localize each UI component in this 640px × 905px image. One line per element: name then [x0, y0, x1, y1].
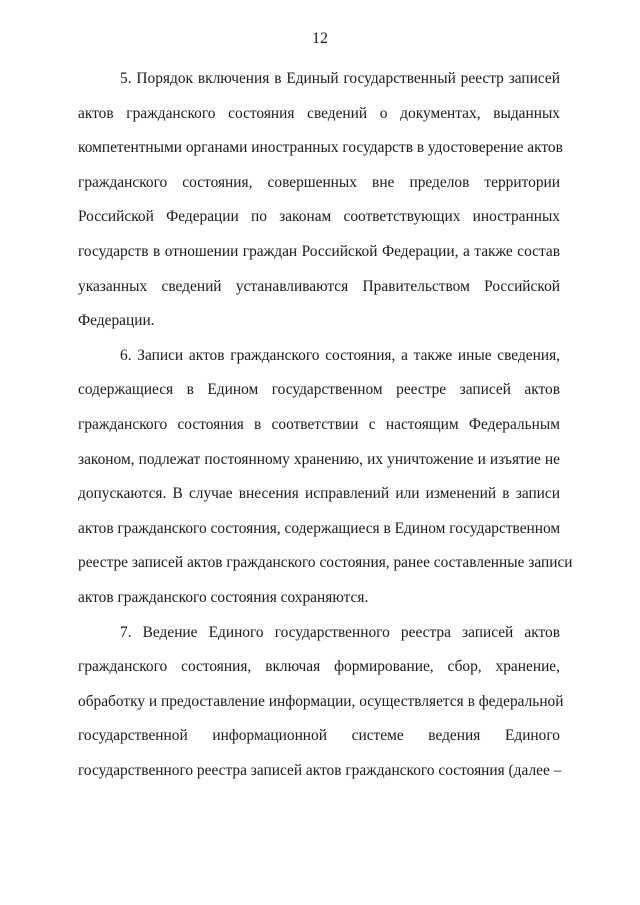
text-line: гражданского состояния, включая формирование, сбор, хранение, [78, 658, 560, 676]
text-line: актов гражданского состояния сохраняются. [78, 588, 369, 606]
text-line: гражданского состояния в соответствии с настоящим Федеральным [78, 415, 560, 433]
text-line: актов гражданского состояния, содержащиеся в Едином государственном [78, 519, 561, 537]
text-line: актов гражданского состояния сведений о документах, выданных [78, 104, 560, 122]
text-line: Российской Федерации по законам соответствующих иностранных [78, 208, 560, 226]
text-line: 5. Порядок включения в Единый государственный реестр записей [120, 70, 560, 87]
text-line: содержащиеся в Едином государственном реестре записей актов [78, 381, 560, 399]
paragraph-6 [78, 339, 573, 616]
text-line: 7. Ведение Единого государственного реестра записей актов [120, 623, 560, 641]
text-line: гражданского состояния, совершенных вне пределов территории [78, 173, 560, 191]
document-body [78, 62, 573, 788]
text-line: законом, подлежат постоянному хранению, их уничтожение и изъятие не [78, 450, 560, 468]
text-line: обработку и предоставление информации, осуществляется в федеральной [78, 692, 564, 710]
text-line: допускаются. В случае внесения исправлений или изменений в записи [78, 485, 560, 503]
text-line: Федерации. [78, 312, 155, 330]
text-line: государств в отношении граждан Российской Федерации, а также состав [78, 242, 560, 260]
paragraph-7 [78, 616, 564, 789]
text-line: компетентными органами иностранных государств в удостоверение актов [78, 139, 563, 157]
text-line: указанных сведений устанавливаются Правительством Российской [78, 277, 560, 295]
text-line: 6. Записи актов гражданского состояния, а также иные сведения, [120, 346, 560, 364]
text-line: государственного реестра записей актов гражданского состояния (далее – [78, 761, 562, 779]
page-number: 12 [312, 30, 328, 47]
text-line: реестре записей актов гражданского состояния, ранее составленные записи [78, 554, 573, 572]
paragraph-5 [78, 62, 563, 339]
text-line: государственной информационной системе ведения Единого [78, 727, 560, 745]
